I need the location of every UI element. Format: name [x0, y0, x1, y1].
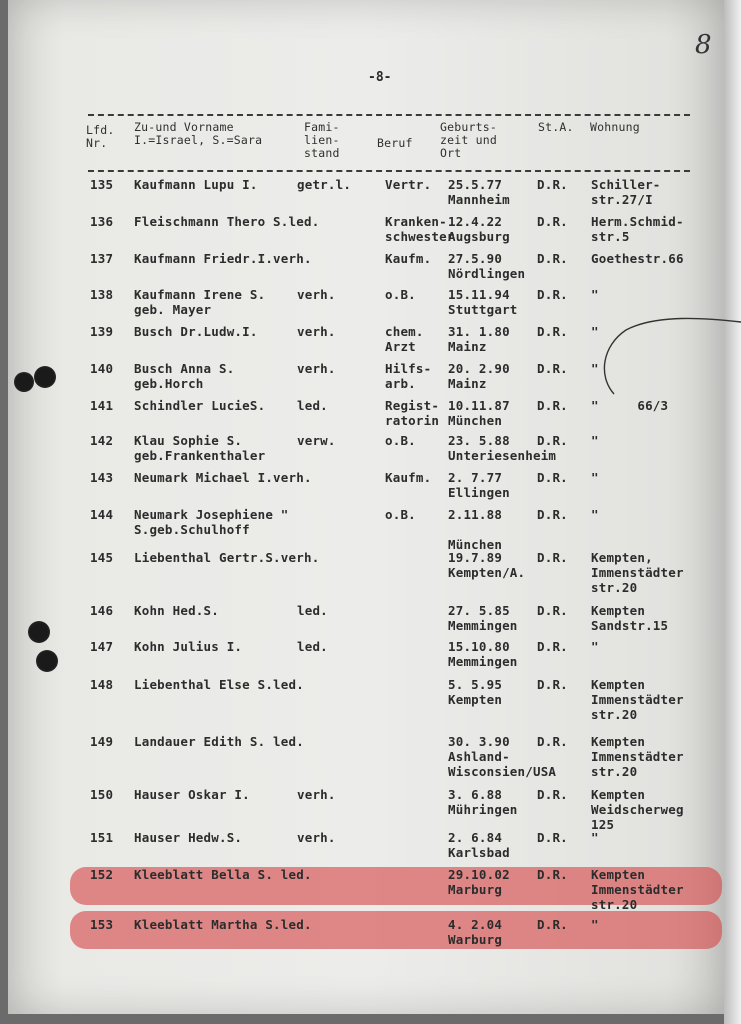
header-rule-top	[88, 114, 690, 116]
cell-geburt: 4. 2.04 Warburg	[448, 917, 503, 947]
cell-wohnung: "	[591, 324, 599, 339]
cell-sta: D.R.	[537, 639, 568, 654]
cell-beruf: Vertr.	[385, 177, 432, 192]
cell-name: Liebenthal Else S.led.	[134, 677, 304, 692]
cell-nr: 142	[90, 433, 114, 448]
cell-wohnung: " 66/3	[591, 398, 669, 413]
cell-wohnung: Goethestr.66	[591, 251, 684, 266]
cell-geburt: 2. 7.77 Ellingen	[448, 470, 510, 500]
punch-hole	[34, 366, 56, 388]
cell-geburt: 19.7.89 Kempten/A.	[448, 550, 526, 580]
cell-sta: D.R.	[537, 470, 568, 485]
cell-wohnung: Kempten Immenstädter str.20	[591, 867, 684, 912]
cell-sta: D.R.	[537, 734, 568, 749]
cell-geburt: 2. 6.84 Karlsbad	[448, 830, 510, 860]
cell-geburt: 29.10.02 Marburg	[448, 867, 510, 897]
cell-wohnung: Herm.Schmid- str.5	[591, 214, 684, 244]
cell-sta: D.R.	[537, 507, 568, 522]
cell-nr: 147	[90, 639, 114, 654]
cell-sta: D.R.	[537, 550, 568, 565]
cell-sta: D.R.	[537, 867, 568, 882]
cell-nr: 150	[90, 787, 114, 802]
cell-sta: D.R.	[537, 251, 568, 266]
cell-wohnung: Schiller- str.27/I	[591, 177, 661, 207]
corner-page-mark: 8	[695, 30, 712, 60]
cell-sta: D.R.	[537, 917, 568, 932]
cell-name: Klau Sophie S. geb.Frankenthaler	[134, 433, 266, 463]
cell-name: Kleeblatt Bella S. led.	[134, 867, 312, 882]
header-beruf: Beruf	[377, 136, 413, 150]
cell-wohnung: "	[591, 287, 599, 302]
cell-sta: D.R.	[537, 287, 568, 302]
cell-nr: 136	[90, 214, 114, 229]
cell-fam: verh.	[297, 324, 336, 339]
cell-beruf: Regist- ratorin	[385, 398, 440, 428]
cell-beruf: Kranken- schwester	[385, 214, 455, 244]
cell-wohnung: Kempten Immenstädter str.20	[591, 734, 684, 779]
punch-hole	[14, 372, 34, 392]
cell-nr: 144	[90, 507, 114, 522]
cell-wohnung: "	[591, 361, 599, 376]
cell-nr: 148	[90, 677, 114, 692]
cell-sta: D.R.	[537, 361, 568, 376]
cell-geburt: 3. 6.88 Mühringen	[448, 787, 518, 817]
cell-fam: led.	[297, 639, 328, 654]
cell-name: Fleischmann Thero S.led.	[134, 214, 320, 229]
cell-geburt: 12.4.22 Augsburg	[448, 214, 510, 244]
cell-name: Kohn Hed.S.	[134, 603, 219, 618]
cell-name: Landauer Edith S. led.	[134, 734, 304, 749]
cell-fam: getr.l.	[297, 177, 352, 192]
cell-name: Liebenthal Gertr.S.verh.	[134, 550, 320, 565]
header-wohnung: Wohnung	[590, 120, 640, 134]
cell-beruf: Hilfs- arb.	[385, 361, 432, 391]
cell-name: Schindler LucieS.	[134, 398, 266, 413]
cell-fam: led.	[297, 398, 328, 413]
cell-geburt: 31. 1.80 Mainz	[448, 324, 510, 354]
document-page	[8, 0, 724, 1014]
cell-beruf: chem. Arzt	[385, 324, 424, 354]
cell-nr: 143	[90, 470, 114, 485]
cell-name: Kaufmann Lupu I.	[134, 177, 258, 192]
cell-beruf: o.B.	[385, 433, 416, 448]
cell-geburt: 23. 5.88 Unteriesenheim	[448, 433, 557, 463]
cell-beruf: Kaufm.	[385, 251, 432, 266]
cell-nr: 146	[90, 603, 114, 618]
cell-geburt: 5. 5.95 Kempten	[448, 677, 503, 707]
cell-sta: D.R.	[537, 787, 568, 802]
cell-geburt: 20. 2.90 Mainz	[448, 361, 510, 391]
cell-nr: 140	[90, 361, 114, 376]
header-lfd: Lfd. Nr.	[86, 123, 115, 150]
cell-fam: led.	[297, 603, 328, 618]
cell-wohnung: Kempten, Immenstädter str.20	[591, 550, 684, 595]
cell-nr: 152	[90, 867, 114, 882]
header-rule-bottom	[88, 170, 690, 172]
cell-name: Neumark Josephiene " S.geb.Schulhoff	[134, 507, 289, 537]
cell-sta: D.R.	[537, 830, 568, 845]
cell-nr: 135	[90, 177, 114, 192]
cell-wohnung: Kempten Weidscherweg 125	[591, 787, 684, 832]
punch-hole	[28, 621, 50, 643]
cell-wohnung: "	[591, 639, 599, 654]
pen-scribble	[596, 316, 741, 400]
cell-name: Hauser Oskar I.	[134, 787, 250, 802]
cell-geburt: 25.5.77 Mannheim	[448, 177, 510, 207]
cell-sta: D.R.	[537, 214, 568, 229]
scanner-edge	[724, 0, 741, 1024]
cell-nr: 145	[90, 550, 114, 565]
cell-nr: 153	[90, 917, 114, 932]
cell-beruf: o.B.	[385, 287, 416, 302]
cell-fam: verh.	[297, 361, 336, 376]
cell-wohnung: "	[591, 433, 599, 448]
cell-geburt: 27. 5.85 Memmingen	[448, 603, 518, 633]
cell-wohnung: "	[591, 830, 599, 845]
cell-name: Busch Dr.Ludw.I.	[134, 324, 258, 339]
cell-name: Neumark Michael I.verh.	[134, 470, 312, 485]
cell-fam: verh.	[297, 830, 336, 845]
cell-geburt: 15.11.94 Stuttgart	[448, 287, 518, 317]
punch-hole	[36, 650, 58, 672]
cell-geburt: 2.11.88 München	[448, 507, 503, 552]
cell-fam: verw.	[297, 433, 336, 448]
cell-geburt: 27.5.90 Nördlingen	[448, 251, 526, 281]
cell-nr: 137	[90, 251, 114, 266]
cell-wohnung: "	[591, 917, 599, 932]
cell-nr: 151	[90, 830, 114, 845]
header-familienstand: Fami- lien- stand	[304, 120, 340, 160]
cell-wohnung: "	[591, 470, 599, 485]
cell-name: Kohn Julius I.	[134, 639, 243, 654]
cell-geburt: 30. 3.90 Ashland- Wisconsien/USA	[448, 734, 557, 779]
cell-sta: D.R.	[537, 433, 568, 448]
cell-nr: 141	[90, 398, 114, 413]
cell-name: Kaufmann Friedr.I.verh.	[134, 251, 312, 266]
cell-nr: 138	[90, 287, 114, 302]
cell-name: Kaufmann Irene S. geb. Mayer	[134, 287, 266, 317]
cell-fam: verh.	[297, 787, 336, 802]
header-geburt: Geburts- zeit und Ort	[440, 120, 497, 160]
cell-nr: 139	[90, 324, 114, 339]
header-staatsangehoerigkeit: St.A.	[538, 120, 574, 134]
cell-wohnung: "	[591, 507, 599, 522]
cell-sta: D.R.	[537, 324, 568, 339]
cell-sta: D.R.	[537, 603, 568, 618]
header-name: Zu-und Vorname I.=Israel, S.=Sara	[134, 120, 263, 147]
cell-name: Kleeblatt Martha S.led.	[134, 917, 312, 932]
cell-beruf: Kaufm.	[385, 470, 432, 485]
cell-wohnung: Kempten Immenstädter str.20	[591, 677, 684, 722]
cell-name: Busch Anna S. geb.Horch	[134, 361, 235, 391]
cell-geburt: 15.10.80 Memmingen	[448, 639, 518, 669]
cell-beruf: o.B.	[385, 507, 416, 522]
cell-wohnung: Kempten Sandstr.15	[591, 603, 669, 633]
cell-sta: D.R.	[537, 177, 568, 192]
page-number: -8-	[368, 70, 392, 85]
cell-fam: verh.	[297, 287, 336, 302]
cell-nr: 149	[90, 734, 114, 749]
cell-sta: D.R.	[537, 677, 568, 692]
cell-geburt: 10.11.87 München	[448, 398, 510, 428]
cell-sta: D.R.	[537, 398, 568, 413]
cell-name: Hauser Hedw.S.	[134, 830, 243, 845]
